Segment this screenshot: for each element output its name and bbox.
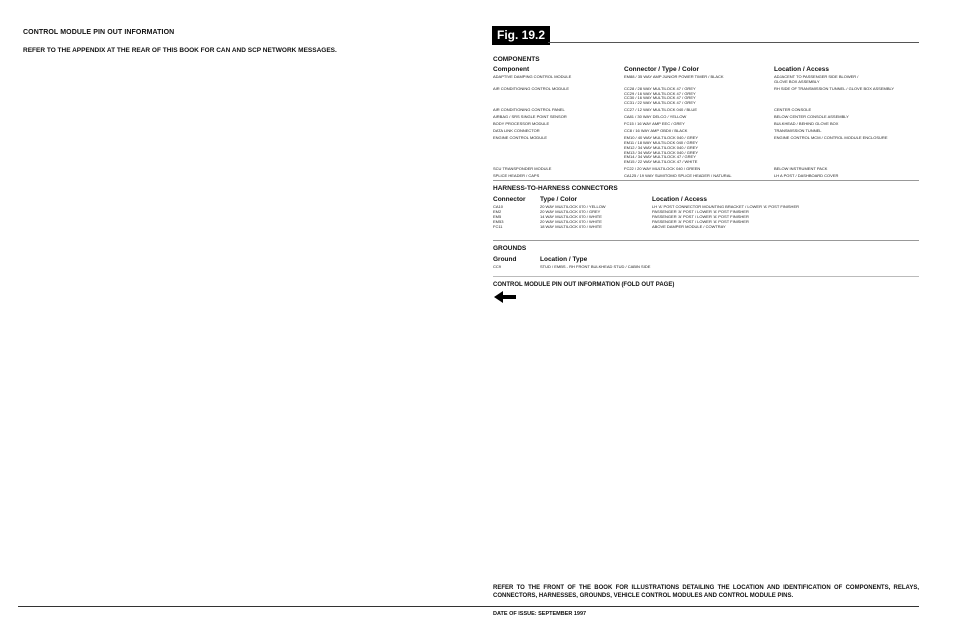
date-of-issue: DATE OF ISSUE: SEPTEMBER 1997 xyxy=(493,611,587,617)
left-page-title: CONTROL MODULE PIN OUT INFORMATION xyxy=(23,29,175,36)
harness-type: 20 WAY MULTILOCK 070 / WHITE xyxy=(540,219,602,225)
component-location: GLOVE BOX ASSEMBLY xyxy=(774,78,820,84)
foldout-label: CONTROL MODULE PIN OUT INFORMATION (FOLD OUT PAGE) xyxy=(493,282,675,288)
component-connector: CC28 / 28 WAY MULTILOCK 47 / GREY xyxy=(624,85,696,91)
component-connector: EM15 / 22 WAY MULTILOCK 47 / WHITE xyxy=(624,159,698,165)
component-connector: EM88 / 35 WAY AMP JUNIOR POWER TIMER / BLACK xyxy=(624,74,724,79)
components-rule xyxy=(493,180,919,181)
harness-type: 18 WAY MULTILOCK 070 / WHITE xyxy=(540,224,602,230)
harness-location: LH 'A' POST CONNECTOR MOUNTING BRACKET / LOWER 'A' POST FINISHER xyxy=(652,204,800,209)
component-connector: CC29 / 16 WAY MULTILOCK 47 / GREY xyxy=(624,90,696,96)
component-name: AIR CONDITIONING CONTROL PANEL xyxy=(493,107,565,113)
harness-location: PASSENGER 'A' POST / LOWER 'A' POST FINISHER xyxy=(652,219,749,225)
components-header-connector: Connector / Type / Color xyxy=(624,66,699,73)
component-connector: EM11 / 18 WAY MULTILOCK 040 / GREY xyxy=(624,140,698,145)
harness-header-location: Location / Access xyxy=(652,196,708,203)
harness-type: 20 WAY MULTILOCK 070 / GREY xyxy=(540,209,601,215)
harness-connector: EM53 xyxy=(493,219,504,225)
component-location: ADJACENT TO PASSENGER SIDE BLOWER / xyxy=(774,74,859,79)
component-name: SCU TRANSPONDER MODULE xyxy=(493,166,552,172)
components-section-title: COMPONENTS xyxy=(493,56,540,63)
grounds-section-title: GROUNDS xyxy=(493,245,527,252)
harness-connector: EM5 xyxy=(493,214,502,220)
component-location: BELOW INSTRUMENT PACK xyxy=(774,166,828,172)
component-connector: FC22 / 20 WAY MULTILOCK 040 / GREEN xyxy=(624,166,701,172)
component-location: CENTER CONSOLE xyxy=(774,107,812,113)
component-name: AIR CONDITIONING CONTROL MODULE xyxy=(493,85,570,91)
component-name: BODY PROCESSOR MODULE xyxy=(493,121,550,127)
component-location: LH A POST / DASHBOARD COVER xyxy=(774,173,839,179)
ground-id: CC9 xyxy=(493,264,502,269)
ground-location: STUD / EMBS - RH FRONT BULKHEAD STUD / CABIN SIDE xyxy=(540,264,651,269)
figure-rule xyxy=(548,42,919,43)
harness-rule xyxy=(493,240,919,241)
harness-connector: CA10 xyxy=(493,204,504,209)
component-location: ENGINE CONTROL MCM / CONTROL MODULE ENCLOSURE xyxy=(774,135,888,141)
component-connector: EM12 / 34 WAY MULTILOCK 040 / GREY xyxy=(624,144,699,150)
harness-section-title: HARNESS-TO-HARNESS CONNECTORS xyxy=(493,185,618,192)
component-location: RH SIDE OF TRANSMISSION TUNNEL / GLOVE BOX ASSEMBLY xyxy=(774,85,895,91)
harness-location: PASSENGER 'A' POST / LOWER 'A' POST FINISHER xyxy=(652,214,749,220)
harness-header-type: Type / Color xyxy=(540,196,578,203)
component-connector: CC27 / 12 WAY MULTILOCK 040 / BLUE xyxy=(624,107,697,113)
grounds-rule xyxy=(493,276,919,277)
harness-header-connector: Connector xyxy=(493,196,526,203)
footer-note: REFER TO THE FRONT OF THE BOOK FOR ILLUSTRATIONS DETAILING THE LOCATION AND IDENTIFICATION OF COMPONENTS, RELAYS, CONNECTORS, HARNESSES, GROUNDS, VEHICLE CONTROL MODULES AND CONTROL MODULE PINS. xyxy=(493,585,919,599)
component-name: AIRBAG / SRS SINGLE POINT SENSOR xyxy=(493,114,567,120)
component-connector: CC8 / 16 WAY AMP OBDII / BLACK xyxy=(624,128,688,134)
harness-type: 20 WAY MULTILOCK 070 / YELLOW xyxy=(540,204,606,209)
grounds-header-ground: Ground xyxy=(493,256,517,263)
component-name: ADAPTIVE DAMPING CONTROL MODULE xyxy=(493,74,572,79)
component-name: ENGINE CONTROL MODULE xyxy=(493,135,548,141)
grounds-header-location: Location / Type xyxy=(540,256,588,263)
component-connector: CC31 / 22 WAY MULTILOCK 47 / GREY xyxy=(624,100,696,106)
harness-connector: EM2 xyxy=(493,209,502,215)
components-header-location: Location / Access xyxy=(774,66,830,73)
component-connector: CC30 / 16 WAY MULTILOCK 47 / GREY xyxy=(624,95,696,101)
component-connector: FC15 / 16 WAY AMP EEC / GREY xyxy=(624,121,685,127)
component-connector: EM14 / 34 WAY MULTILOCK 47 / GREY xyxy=(624,154,696,160)
component-location: BULKHEAD / BEHIND GLOVE BOX xyxy=(774,121,839,127)
component-connector: EM10 / 40 WAY MULTILOCK 040 / GREY xyxy=(624,135,699,141)
component-location: BELOW CENTER CONSOLE ASSEMBLY xyxy=(774,114,849,120)
footer-rule xyxy=(18,606,919,607)
figure-label: Fig. 19.2 xyxy=(492,26,550,45)
harness-location: PASSENGER 'A' POST / LOWER 'A' POST FINISHER xyxy=(652,209,749,215)
component-connector: EM13 / 34 WAY MULTILOCK 040 / GREY xyxy=(624,149,699,155)
components-header-component: Component xyxy=(493,66,530,73)
component-location: TRANSMISSION TUNNEL xyxy=(774,128,822,134)
component-connector: CA81 / 30 WAY DELCO / YELLOW xyxy=(624,114,687,120)
harness-location: ABOVE DAMPER MODULE / COWTRAY xyxy=(652,224,726,230)
left-page-subtitle: REFER TO THE APPENDIX AT THE REAR OF THIS BOOK FOR CAN AND SCP NETWORK MESSAGES. xyxy=(23,47,337,54)
left-arrow-icon[interactable] xyxy=(494,291,516,303)
harness-connector: FC11 xyxy=(493,224,503,230)
component-connector: CA125 / 19 WAY SUMITOMO SPLICE HEADER / NATURAL xyxy=(624,173,732,179)
harness-type: 14 WAY MULTILOCK 070 / WHITE xyxy=(540,214,602,220)
component-name: DATA LINK CONNECTOR xyxy=(493,128,540,134)
component-name: SPLICE HEADER / CAPS xyxy=(493,173,540,179)
